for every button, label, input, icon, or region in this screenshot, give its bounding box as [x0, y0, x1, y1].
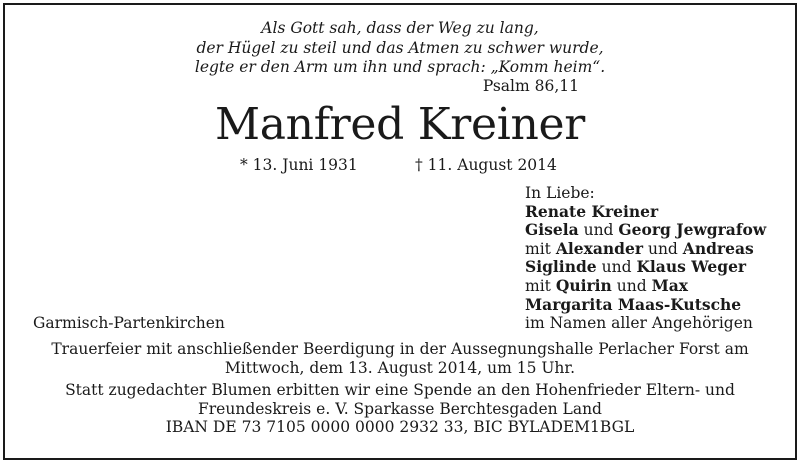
mourners-intro: In Liebe: [525, 184, 595, 202]
donation-line: Freundeskreis e. V. Sparkasse Berchtesgaden Land [198, 399, 602, 418]
preposition: mit [525, 239, 551, 258]
funeral-info [0, 340, 800, 377]
deceased-name: Manfred Kreiner [214, 99, 586, 150]
mourner-line [525, 277, 766, 296]
conjunction: und [583, 221, 614, 240]
mourner-name: Klaus Weger [636, 257, 747, 277]
mourner-name: Andreas [682, 238, 754, 258]
funeral-line: Mittwoch, dem 13. August 2014, um 15 Uhr. [224, 358, 576, 377]
poem-source: Psalm 86,11 [482, 77, 579, 95]
bank-details: IBAN DE 73 7105 0000 0000 2932 33, BIC BYLADEM1BGL [165, 418, 635, 436]
mourner-name: Alexander [555, 238, 644, 258]
mourners-list [525, 184, 766, 333]
mourner-line [525, 221, 766, 240]
funeral-line: Trauerfeier mit anschließender Beerdigung in der Aussegnungshalle Perlacher Forst am [51, 340, 749, 358]
preposition: mit [525, 276, 551, 295]
mourner-name: Margarita Maas-Kutsche [525, 294, 742, 314]
place-name: Garmisch-Partenkirchen [33, 314, 225, 332]
conjunction: und [647, 239, 678, 258]
mourner-name: Renate Kreiner [525, 201, 659, 221]
mourner-line [525, 203, 766, 222]
mourner-line [525, 258, 766, 277]
mourner-name: Max [651, 275, 689, 295]
poem-line: legte er den Arm um ihn und sprach: „Komm heim“. [194, 58, 606, 76]
conjunction: und [601, 258, 632, 277]
mourners-closing: im Namen aller Angehörigen [525, 314, 753, 333]
mourner-name: Quirin [555, 275, 612, 295]
donation-info [0, 381, 800, 437]
mourner-name: Siglinde [525, 257, 597, 277]
death-date: † 11. August 2014 [415, 156, 557, 174]
mourner-name: Gisela [525, 220, 579, 240]
donation-line: Statt zugedachter Blumen erbitten wir eine Spende an den Hohenfrieder Eltern- und [65, 381, 735, 399]
mourner-line [525, 296, 766, 315]
mourner-line [525, 240, 766, 259]
poem-line: der Hügel zu steil und das Atmen zu schwer wurde, [196, 38, 604, 57]
poem-line: Als Gott sah, dass der Weg zu lang, [261, 19, 539, 37]
memorial-poem [0, 19, 800, 78]
birth-date: * 13. Juni 1931 [240, 156, 358, 174]
conjunction: und [616, 276, 647, 295]
mourner-name: Georg Jewgrafow [618, 220, 767, 240]
